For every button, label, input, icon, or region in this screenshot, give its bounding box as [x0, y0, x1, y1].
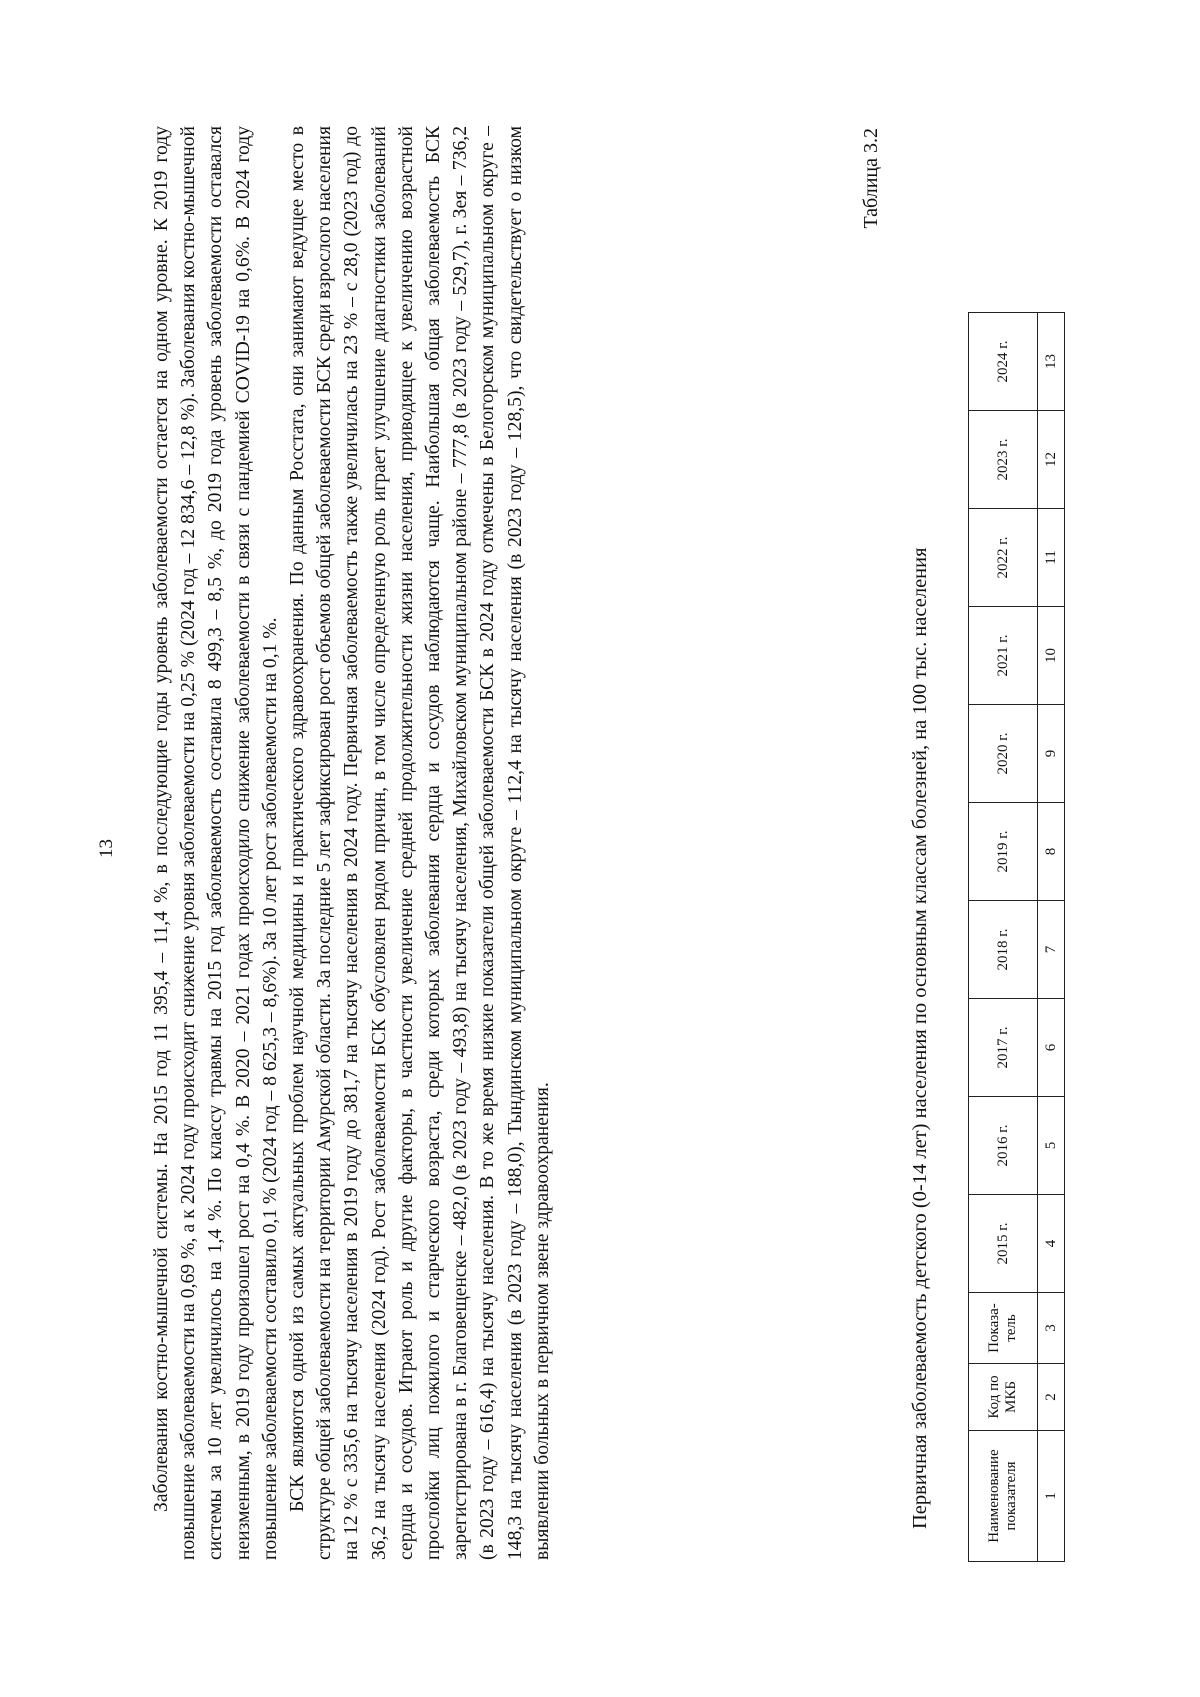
- header-cell: 2017 г.: [969, 999, 1038, 1097]
- table-header-row: [969, 313, 1038, 1562]
- header-cell: 2023 г.: [969, 411, 1038, 509]
- column-number-cell: 11: [1038, 509, 1065, 607]
- column-number-cell: 4: [1038, 1195, 1065, 1293]
- table-label: Таблица 3.2: [860, 128, 882, 229]
- header-cell: 2016 г.: [969, 1097, 1038, 1195]
- header-cell: 2020 г.: [969, 705, 1038, 803]
- column-number-cell: 10: [1038, 607, 1065, 705]
- table-column-number-row: [1038, 313, 1065, 1562]
- column-number-cell: 1: [1038, 1431, 1065, 1562]
- header-cell: 2022 г.: [969, 509, 1038, 607]
- paragraph-bsk: БСК являются одной из самых актуальных проблем научной медицины и практического здравоохранения. По данным Росстата, они занимают ведущее место в структуре общей заболеваемости на территории Амурской области. За последние 5 лет зафиксирован рост объемов общей заболеваемости БСК среди взрослого населения на 12 % с 335,6 на тысячу населения в 2019 году до 381,7 на тысячу населения в 2024 году. Первичная заболеваемость также увеличилась на 23 % – с 28,0 (2023 год) до 36,2 на тысячу населения (2024 год). Рост заболеваемости БСК обусловлен рядом причин, в том числе определенную роль играет улучшение диагностики заболеваний сердца и сосудов. Играют роль и другие факторы, в частности увеличение средней продолжительности жизни населения, приводящее к увеличению возрастной прослойки лиц пожилого и старческого возраста, среди которых заболевания сердца и сосудов наблюдаются чаще. Наибольшая общая заболеваемость БСК зарегистрирована в г. Благовещенске – 482,0 (в 2023 году – 493,8) на тысячу населения, Михайловском муниципальном районе – 777,8 (в 2023 году – 529,7), г. Зея – 736,2 (в 2023 году – 616,4) на тысячу населения. В то же время низкие показатели общей заболеваемости БСК в 2024 году отмечены в Белогорском муниципальном округе – 148,3 на тысячу населения (в 2023 году – 188,0), Тындинском муниципальном округе – 112,4 на тысячу населения (в 2023 году – 128,5), что свидетельствует о низком выявлении больных в первичном звене здравоохранения.: [287, 126, 553, 1560]
- column-number-cell: 8: [1038, 803, 1065, 901]
- header-cell: 2021 г.: [969, 607, 1038, 705]
- column-number-cell: 6: [1038, 999, 1065, 1097]
- column-number-cell: 5: [1038, 1097, 1065, 1195]
- paragraph-musculoskeletal: Заболевания костно-мышечной системы. На 2015 год 11 395,4 – 11,4 %, в последующие годы уровень заболеваемости остается на одном уровне. К 2019 году повышение заболеваемости на 0,69 %, а к 2024 году происходит снижение уровня заболеваемости на 0,25 % (2024 год – 12 834,6 – 12,8 %). Заболевания костно-мышечной системы за 10 лет увеличилось на 1,4 %. По классу травмы на 2015 год заболеваемость составила 8 499,3 – 8,5 %, до 2019 года уровень заболеваемости оставался неизменным, в 2019 году произошел рост на 0,4 %. В 2020 – 2021 годах происходило снижение заболеваемости в связи с пандемией COVID-19 на 0,6%. В 2024 году повышение заболеваемости составило 0,1 % (2024 год – 8 625,3 – 8,6%). За 10 лет рост заболеваемости на 0,1 %.: [151, 126, 281, 1560]
- header-cell: 2018 г.: [969, 901, 1038, 999]
- page-number: 13: [96, 839, 117, 858]
- column-number-cell: 2: [1038, 1364, 1065, 1431]
- body-text: [148, 126, 556, 1560]
- column-number-cell: 12: [1038, 411, 1065, 509]
- header-cell: 2019 г.: [969, 803, 1038, 901]
- header-cell: 2024 г.: [969, 313, 1038, 411]
- column-number-cell: 13: [1038, 313, 1065, 411]
- header-cell: Код по МКБ: [969, 1364, 1038, 1431]
- header-cell: 2015 г.: [969, 1195, 1038, 1293]
- header-cell: Показа-тель: [969, 1293, 1038, 1364]
- column-number-cell: 7: [1038, 901, 1065, 999]
- table-title: Первичная заболеваемость детского (0-14 лет) населения по основным классам болезней, на 100 тыс. населения: [909, 547, 931, 1529]
- morbidity-table: [968, 312, 1065, 1562]
- column-number-cell: 3: [1038, 1293, 1065, 1364]
- column-number-cell: 9: [1038, 705, 1065, 803]
- header-cell: Наименование показателя: [969, 1431, 1038, 1562]
